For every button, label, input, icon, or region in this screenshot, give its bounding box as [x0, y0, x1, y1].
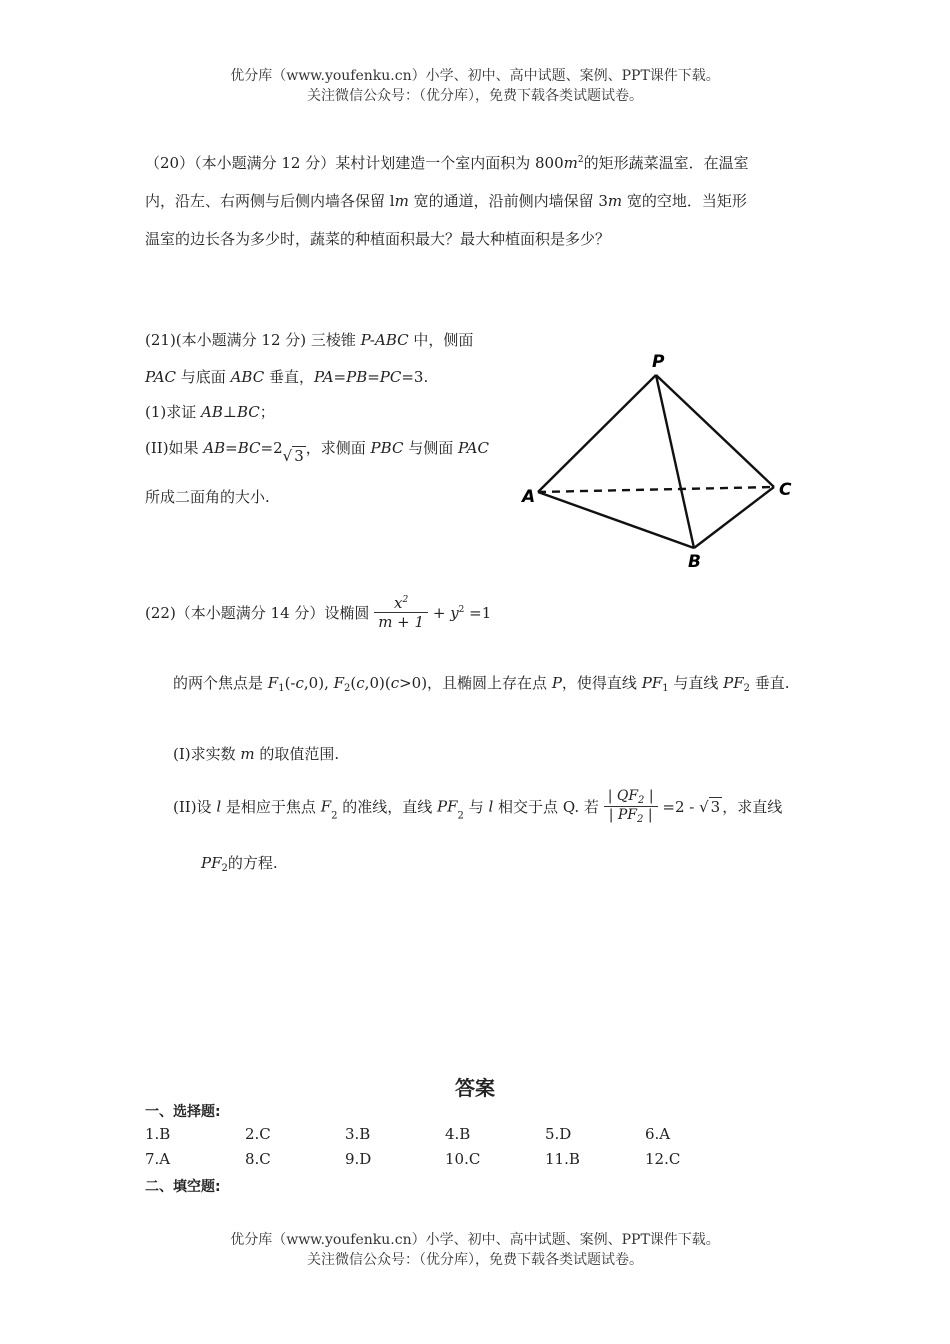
- q22-frac-den: m + 1: [374, 612, 428, 631]
- q22-eq-one: =1: [464, 603, 492, 622]
- edge-ab: [538, 492, 694, 548]
- q20-line-1: [145, 152, 749, 173]
- q22-F2-sub: 2: [331, 810, 338, 822]
- q22-text-2b: ，使得直线: [561, 674, 642, 692]
- footer-line-2: 关注微信公众号：（优分库），免费下载各类试题试卷。: [307, 1252, 643, 1268]
- q22-f2-sub: 2: [344, 683, 351, 694]
- q22-line-1: [145, 594, 491, 631]
- q22-f1-sub: 1: [278, 683, 285, 694]
- label-p: P: [652, 352, 665, 372]
- edge-ac-hidden: [538, 487, 774, 492]
- q20-text-1a: （20）（本小题满分 12 分）某村计划建造一个室内面积为 800: [145, 154, 564, 172]
- q20-text-2a: 内，沿左、右两侧与后侧内墙各保留 l: [145, 192, 395, 210]
- q21-eq: PA=PB=PC: [313, 368, 402, 386]
- q22-text-2d: 垂直.: [750, 674, 790, 692]
- q22-text-2a: 的两个焦点是: [173, 674, 268, 692]
- q22-ii-a: (II)设: [173, 798, 217, 816]
- q21-sqrt: √ 3: [282, 447, 304, 465]
- q20-unit-2: m: [394, 192, 409, 210]
- q22-ii-b: 是相应于焦点: [221, 798, 321, 816]
- q22-part-2: [173, 788, 782, 825]
- q22-ii-c: 的准线，直线: [337, 798, 438, 816]
- q22-y: y: [450, 603, 459, 622]
- answer-cell: 3.B: [345, 1125, 371, 1143]
- q21-sqrt-value: 3: [294, 447, 304, 465]
- q22-PF2-sub: 2: [457, 810, 464, 822]
- q21-part-1: [145, 401, 275, 422]
- q21-line-5: 所成二面角的大小.: [145, 488, 270, 506]
- q22-F2: F: [320, 797, 332, 816]
- answer-cell: 9.D: [345, 1150, 372, 1168]
- q20-text-2c: 宽的空地．当矩形: [622, 192, 747, 210]
- q22-qf: | QF: [607, 788, 639, 804]
- q20-unit: m: [563, 154, 578, 172]
- q22-p: P: [551, 674, 562, 692]
- q22-PF2: PF: [437, 797, 458, 816]
- q22-pf1-sub: 1: [662, 683, 669, 694]
- q22-frac-sup: 2: [402, 595, 409, 605]
- q22-fraction: [374, 594, 428, 631]
- q22-last-pf: PF: [201, 854, 222, 872]
- q22-m: m: [240, 745, 255, 763]
- q22-c1: c: [295, 674, 304, 692]
- q21-p1-end: ；: [259, 403, 275, 421]
- q22-ii-e: 相交于点 Q. 若: [493, 798, 599, 816]
- pyramid-figure: [518, 345, 798, 575]
- label-c: C: [779, 480, 792, 500]
- edge-pb: [656, 375, 694, 548]
- q22-ratio-num: [604, 788, 658, 806]
- q22-i-a: (I)求实数: [173, 745, 241, 763]
- q22-pf2: PF: [723, 674, 744, 692]
- q21-pabc: P-ABC: [360, 331, 409, 349]
- q22-line-2: [173, 672, 790, 694]
- answer-cell: 4.B: [445, 1125, 471, 1143]
- q22-ii-d: 与: [463, 798, 489, 816]
- q21-pac: PAC: [145, 368, 177, 386]
- q22-frac-num: [374, 594, 428, 612]
- answer-cell: 12.C: [645, 1150, 681, 1168]
- q22-f1b: (-: [284, 674, 296, 692]
- q22-f1: F: [267, 674, 279, 692]
- q20-line-2: [145, 190, 747, 211]
- q21-text-1b: 中，侧面: [408, 331, 474, 349]
- q21-p2-text: (II)如果: [145, 439, 204, 457]
- q21-p1-text: (1)求证: [145, 403, 202, 421]
- q22-sqrt-value: 3: [710, 798, 721, 816]
- q22-pfd: | PF: [608, 807, 638, 823]
- q22-plus: +: [432, 603, 451, 622]
- q22-text-1a: (22)（本小题满分 14 分）设椭圆: [145, 604, 375, 622]
- q22-i-b: 的取值范围.: [254, 745, 340, 763]
- q21-abc: ABC: [230, 368, 265, 386]
- q21-pbc: PBC: [370, 439, 404, 457]
- q21-p2-two: =2: [260, 439, 283, 457]
- q22-f2: F: [333, 674, 345, 692]
- q21-text-2a: 与底面: [176, 368, 231, 386]
- q22-f2c: ,0)(: [364, 674, 391, 692]
- answer-cell: 2.C: [245, 1125, 271, 1143]
- q22-sqrt: √ 3: [699, 798, 721, 816]
- page-header: [0, 66, 950, 106]
- q22-last-sub: 2: [221, 863, 228, 874]
- answer-cell: 10.C: [445, 1150, 481, 1168]
- q20-line-3: 温室的边长各为多少时，蔬菜的种植面积最大？最大种植面积是多少？: [145, 230, 611, 248]
- q22-c3: c: [390, 674, 400, 692]
- q22-text-2c: 与直线: [668, 674, 724, 692]
- q21-line-1: [145, 329, 473, 350]
- q22-ratio-den: [604, 806, 658, 825]
- answer-cell: 11.B: [545, 1150, 580, 1168]
- q22-f1c: ,0),: [303, 674, 334, 692]
- q22-f2b: (: [350, 674, 357, 692]
- header-line-2: 关注微信公众号：（优分库），免费下载各类试题试卷。: [307, 88, 643, 104]
- page-footer: [0, 1230, 950, 1270]
- q22-pfd-sub: 2: [637, 814, 644, 825]
- answer-cell: 5.D: [545, 1125, 572, 1143]
- q22-c2: c: [356, 674, 365, 692]
- q21-text-2c: =3.: [401, 368, 429, 386]
- q22-pf2-sub: 2: [743, 683, 751, 694]
- q21-pac-2: PAC: [457, 439, 489, 457]
- edge-bc: [694, 487, 774, 548]
- q22-part-1: [173, 743, 339, 764]
- q22-qf-sub: 2: [638, 795, 645, 806]
- section-fill-title: 二、填空题:: [145, 1179, 221, 1195]
- q21-p2-text-d: 与侧面: [403, 439, 458, 457]
- answer-cell: 7.A: [145, 1150, 171, 1168]
- q22-l: l: [216, 797, 222, 816]
- q22-last-text: 的方程.: [227, 854, 278, 872]
- q21-ab-perp-bc: AB⊥BC: [201, 403, 260, 421]
- q22-rhs: [662, 798, 782, 816]
- answer-cell: 1.B: [145, 1125, 171, 1143]
- label-a: A: [522, 487, 536, 507]
- q21-text-1a: (21)(本小题满分 12 分) 三棱锥: [145, 331, 361, 349]
- footer-line-1: 优分库（www.youfenku.cn）小学、初中、高中试题、案例、PPT课件下载。: [230, 1232, 720, 1248]
- q22-pfd-end: |: [643, 807, 653, 823]
- q21-part-2: [145, 437, 489, 465]
- q22-last-line: [201, 852, 278, 874]
- q22-rhs-text: =2 -: [662, 798, 700, 816]
- q21-text-2b: 垂直，: [264, 368, 314, 386]
- header-line-1: 优分库（www.youfenku.cn）小学、初中、高中试题、案例、PPT课件下载。: [230, 68, 720, 84]
- edge-pc: [656, 375, 774, 487]
- q20-text-2b: 宽的通道，沿前侧内墙保留 3: [408, 192, 608, 210]
- q22-f2d: >0)，且椭圆上存在点: [399, 674, 552, 692]
- answer-cell: 6.A: [645, 1125, 671, 1143]
- edge-pa: [538, 375, 656, 492]
- q22-qf-end: |: [644, 788, 654, 804]
- q22-ratio-fraction: [604, 788, 658, 825]
- q22-ii-f: ，求直线: [722, 798, 783, 816]
- section-choice-title: 一、选择题:: [145, 1104, 221, 1120]
- q21-p2-text-c: ，求侧面: [305, 439, 371, 457]
- q21-line-2: [145, 366, 428, 387]
- q22-l2: l: [488, 797, 494, 816]
- q22-rest: [433, 604, 491, 622]
- answer-cell: 8.C: [245, 1150, 271, 1168]
- q20-text-1b: 的矩形蔬菜温室．在温室: [583, 154, 749, 172]
- q21-ab-eq-bc: AB=BC: [203, 439, 261, 457]
- q20-sup: 2: [577, 155, 584, 165]
- q22-frac-x: x: [394, 594, 403, 612]
- q22-y-sup: 2: [458, 604, 465, 615]
- label-b: B: [688, 552, 701, 572]
- answers-title: 答案: [455, 1076, 495, 1100]
- q20-unit-3: m: [607, 192, 623, 210]
- q22-pf1: PF: [641, 674, 663, 692]
